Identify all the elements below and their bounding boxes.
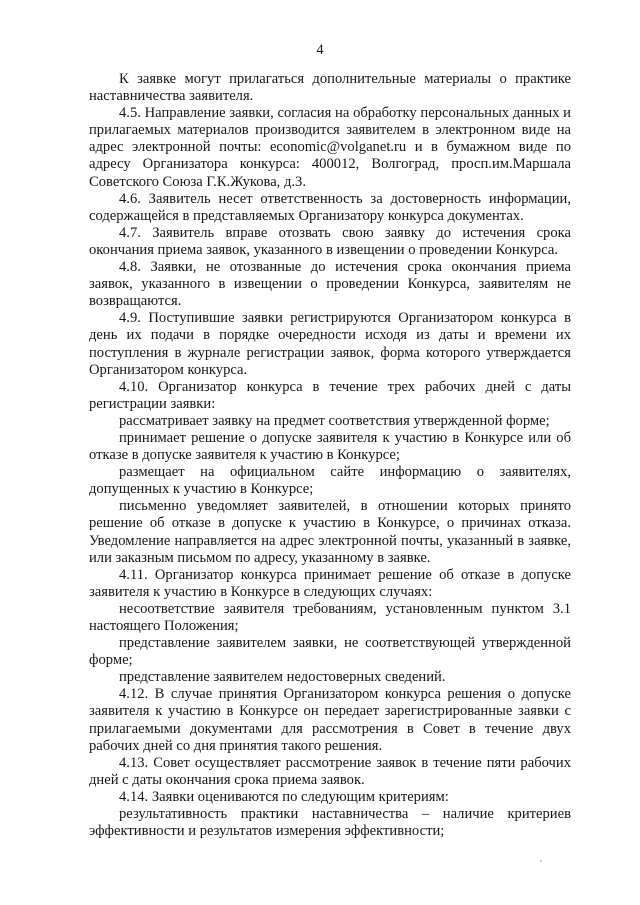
list-item: представление заявителем недостоверных сведений.: [119, 669, 446, 686]
paragraph-4-14: 4.14. Заявки оцениваются по следующим критериям:: [119, 788, 449, 805]
body-text: [89, 71, 571, 840]
list-item: представление заявителем заявки, не соответствующей утвержденной форме;: [89, 635, 571, 669]
paragraph-4-7: 4.7. Заявитель вправе отозвать свою заявку до истечения срока окончания приема заявок, указанного в извещении о проведении Конкурса.: [89, 224, 571, 258]
paragraph-4-13: 4.13. Совет осуществляет рассмотрение заявок в течение пяти рабочих дней с даты окончания срока приема заявок.: [89, 754, 571, 788]
list-item: письменно уведомляет заявителей, в отношении которых принято решение об отказе в допуске к участию в Конкурсе, о причинах отказа. Уведомление направляется на адрес электронной почты, указанный в заявке, или заказным письмом по адресу, указанному в заявке.: [89, 498, 571, 566]
page-number: 4: [316, 42, 324, 58]
paragraph-4-10: 4.10. Организатор конкурса в течение трех рабочих дней с даты регистрации заявки:: [89, 378, 571, 412]
list-item: принимает решение о допуске заявителя к участию в Конкурсе или об отказе в допуске заявителя к участию в Конкурсе;: [89, 429, 571, 464]
list-item: результативность практики наставничества – наличие критериев эффективности и результатов измерения эффективности;: [89, 806, 571, 840]
paragraph-4-11: 4.11. Организатор конкурса принимает решение об отказе в допуске заявителя к участию в Конкурсе в следующих случаях:: [89, 566, 571, 600]
paragraph-4-6: 4.6. Заявитель несет ответственность за достоверность информации, содержащейся в представляемых Организатору конкурса документах.: [89, 190, 571, 224]
paragraph-4-5: 4.5. Направление заявки, согласия на обработку персональных данных и прилагаемых материалов производится заявителем в электронном виде на адрес электронной почты: economic@volganet.ru и в бумажном виде по адресу Организатора конкурса: 400012, Волгоград, просп.им.Маршала Советского Союза Г.К.Жукова, д.3.: [89, 105, 571, 190]
list-item: рассматривает заявку на предмет соответствия утвержденной форме;: [119, 412, 550, 429]
paragraph-4-12: 4.12. В случае принятия Организатором конкурса решения о допуске заявителя к участию в Конкурсе он передает зарегистрированные заявки с прилагаемыми документами для рассмотрения в Совет в течение двух рабочих дней со дня принятия такого решения.: [89, 686, 571, 754]
scan-speck: [540, 860, 542, 862]
paragraph-4-8: 4.8. Заявки, не отозванные до истечения срока окончания приема заявок, указанного в извещении о проведении Конкурса, заявителям не возвращаются.: [89, 259, 571, 310]
list-item: размещает на официальном сайте информацию о заявителях, допущенных к участию в Конкурсе;: [89, 464, 571, 498]
paragraph-intro: К заявке могут прилагаться дополнительные материалы о практике наставничества заявителя.: [89, 71, 571, 105]
list-item: несоответствие заявителя требованиям, установленным пунктом 3.1 настоящего Положения;: [89, 600, 571, 634]
paragraph-4-9: 4.9. Поступившие заявки регистрируются Организатором конкурса в день их подачи в порядке очередности исходя из даты и времени их поступления в журнале регистрации заявок, форма которого утверждается Организатором конкурса.: [89, 310, 571, 378]
